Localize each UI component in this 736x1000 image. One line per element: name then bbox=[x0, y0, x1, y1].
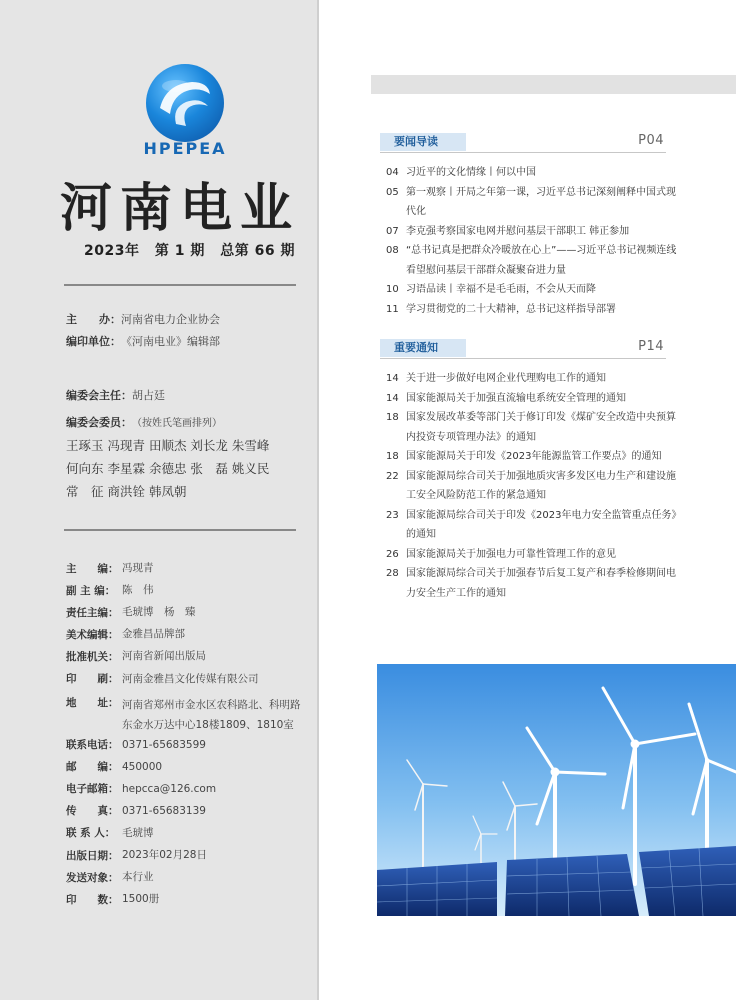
toc-page-num: 07 bbox=[386, 225, 399, 237]
credit-label: 传 真： bbox=[66, 805, 119, 818]
toc-title: 国家能源局关于加强电力可靠性管理工作的意见 bbox=[406, 548, 616, 560]
credit-label: 发送对象： bbox=[66, 871, 119, 884]
toc-item[interactable] bbox=[386, 545, 678, 565]
toc-item[interactable] bbox=[386, 280, 678, 300]
toc-item[interactable] bbox=[386, 222, 678, 242]
credit-row bbox=[66, 756, 302, 778]
wind-turbines-solar-panels-photo bbox=[377, 664, 736, 916]
toc-item[interactable] bbox=[386, 241, 678, 280]
board-director-value: 胡占廷 bbox=[132, 389, 165, 402]
organizer-row bbox=[66, 310, 220, 330]
toc-list bbox=[386, 163, 678, 319]
section-header bbox=[380, 133, 666, 153]
credit-label: 印 数： bbox=[66, 893, 119, 906]
credit-row bbox=[66, 623, 302, 645]
toc-item[interactable] bbox=[386, 389, 678, 409]
toc-title: 国家发展改革委等部门关于修订印发《煤矿安全改造中央预算内投资专项管理办法》的通知 bbox=[406, 412, 676, 443]
credit-row bbox=[66, 822, 302, 844]
credit-label: 批准机关： bbox=[66, 650, 119, 663]
credit-value: 0371-65683599 bbox=[122, 738, 206, 751]
board-members-line: 王琢玉 冯现青 田顺杰 刘长龙 朱雪峰 bbox=[66, 438, 270, 453]
credit-row bbox=[66, 667, 302, 689]
credit-row bbox=[66, 645, 302, 667]
toc-item[interactable] bbox=[386, 369, 678, 389]
toc-title: 国家能源局关于印发《2023年能源监管工作要点》的通知 bbox=[406, 451, 662, 462]
credit-value: 河南省新闻出版局 bbox=[122, 650, 206, 663]
credit-label: 联 系 人： bbox=[66, 827, 116, 840]
toc-item[interactable] bbox=[386, 183, 678, 222]
issue-total: 总第 66 期 bbox=[220, 243, 295, 259]
issue-number: 第 1 期 bbox=[154, 243, 205, 259]
divider bbox=[64, 529, 296, 531]
toc-page-num: 05 bbox=[386, 186, 399, 198]
section-page: P14 bbox=[638, 339, 664, 354]
issue-info bbox=[84, 240, 305, 260]
credit-value: 本行业 bbox=[122, 871, 154, 884]
toc-title: 国家能源局综合司关于印发《2023年电力安全监管重点任务》的通知 bbox=[406, 509, 677, 540]
toc-title: 第一观察丨开局之年第一课，习近平总书记深刻阐释中国式现代化 bbox=[406, 186, 676, 217]
credit-value: 450000 bbox=[122, 760, 163, 773]
board-director-label: 编委会主任： bbox=[66, 389, 132, 402]
toc-title: 习近平的文化情缘丨何以中国 bbox=[406, 167, 536, 178]
credit-value: 陈 伟 bbox=[122, 584, 154, 597]
credit-row bbox=[66, 866, 302, 888]
credit-value: 1500册 bbox=[122, 893, 160, 906]
panel-edge bbox=[317, 0, 319, 1000]
credit-value: hepcca@126.com bbox=[122, 782, 217, 795]
credit-label: 美术编辑： bbox=[66, 628, 119, 641]
section-page: P04 bbox=[638, 133, 664, 148]
credit-label: 联系电话： bbox=[66, 739, 119, 752]
toc-item[interactable] bbox=[386, 506, 678, 545]
toc-title: 国家能源局综合司关于加强地质灾害多发区电力生产和建设施工安全风险防范工作的紧急通知 bbox=[406, 470, 676, 501]
credit-row bbox=[66, 888, 302, 910]
header-bar bbox=[371, 75, 736, 94]
board-members-label: 编委会委员： bbox=[66, 416, 132, 429]
toc-item[interactable] bbox=[386, 467, 678, 506]
toc-page-num: 14 bbox=[386, 392, 399, 404]
issue-year: 2023年 bbox=[84, 243, 140, 259]
toc-title: 习语品读丨幸福不是毛毛雨，不会从天而降 bbox=[406, 284, 596, 295]
toc-title: 国家能源局综合司关于加强春节后复工复产和春季检修期间电力安全生产工作的通知 bbox=[406, 568, 676, 599]
credit-label: 地 址： bbox=[66, 696, 119, 709]
credit-row bbox=[66, 734, 302, 756]
toc-page-num: 26 bbox=[386, 548, 399, 560]
toc-page-num: 18 bbox=[386, 451, 399, 462]
toc-page-num: 28 bbox=[386, 568, 399, 579]
credit-value: 毛琥博 bbox=[122, 826, 154, 839]
credit-row bbox=[66, 557, 302, 579]
credit-value: 金雅昌品牌部 bbox=[122, 628, 185, 641]
section-title: 要闻导读 bbox=[380, 133, 466, 151]
toc-page-num: 22 bbox=[386, 470, 399, 482]
credit-label: 印 刷： bbox=[66, 673, 119, 686]
credit-value: 毛琥博 杨 臻 bbox=[122, 606, 196, 619]
board-members-list bbox=[66, 434, 306, 503]
board-members-line: 常 征 商洪铨 韩凤朝 bbox=[66, 484, 187, 499]
hpepea-logo bbox=[146, 64, 224, 142]
credit-label: 副 主 编： bbox=[66, 584, 116, 597]
board-members-row bbox=[66, 413, 222, 434]
masthead-panel bbox=[0, 0, 317, 1000]
credit-label: 责任主编： bbox=[66, 606, 119, 619]
toc-page-num: 18 bbox=[386, 412, 399, 423]
toc-item[interactable] bbox=[386, 564, 678, 603]
credit-value: 冯现青 bbox=[122, 562, 154, 575]
credit-label: 邮 编： bbox=[66, 761, 119, 774]
credit-label: 主 编： bbox=[66, 562, 119, 575]
toc-list bbox=[386, 369, 678, 603]
magazine-title: 河南电业 bbox=[60, 178, 301, 239]
toc-title: 国家能源局关于加强直流输电系统安全管理的通知 bbox=[406, 392, 626, 404]
organizer-label: 主 办： bbox=[66, 313, 121, 326]
credit-row bbox=[66, 800, 302, 822]
toc-page-num: 04 bbox=[386, 167, 399, 178]
credit-row bbox=[66, 690, 302, 734]
toc-item[interactable] bbox=[386, 408, 678, 447]
toc-page-num: 11 bbox=[386, 303, 399, 315]
divider bbox=[64, 284, 296, 286]
credit-label: 出版日期： bbox=[66, 849, 119, 862]
credit-row bbox=[66, 601, 302, 623]
board-members-line: 何向东 李星霖 余德忠 张 磊 姚义民 bbox=[66, 461, 270, 476]
toc-page-num: 14 bbox=[386, 373, 399, 384]
toc-title: 关于进一步做好电网企业代理购电工作的通知 bbox=[406, 373, 606, 384]
toc-title: “总书记真是把群众冷暖放在心上”——习近平总书记视频连线看望慰问基层干部群众凝聚奋进力量 bbox=[406, 245, 677, 276]
brand-english-name: HPEPEA bbox=[143, 139, 227, 158]
toc-title: 李克强考察国家电网并慰问基层干部职工 韩正参加 bbox=[406, 225, 630, 237]
board-members-note: （按姓氏笔画排列） bbox=[132, 418, 222, 429]
toc-title: 学习贯彻党的二十大精神，总书记这样指导部署 bbox=[406, 303, 616, 315]
credit-row bbox=[66, 778, 302, 800]
editor-unit-label: 编印单位： bbox=[66, 335, 121, 348]
toc-item[interactable] bbox=[386, 300, 678, 320]
credit-value: 0371-65683139 bbox=[122, 804, 206, 817]
credit-value: 河南金雅昌文化传媒有限公司 bbox=[122, 672, 259, 685]
credit-row bbox=[66, 579, 302, 601]
organizer-value: 河南省电力企业协会 bbox=[121, 313, 220, 326]
credit-value: 河南省郑州市金水区农科路北、科明路东金水万达中心18楼1809、1810室 bbox=[122, 698, 301, 731]
toc-page-num: 23 bbox=[386, 509, 399, 521]
toc-item[interactable] bbox=[386, 163, 678, 183]
credit-label: 电子邮箱： bbox=[66, 783, 119, 796]
editor-unit-row bbox=[66, 332, 220, 352]
section-title: 重要通知 bbox=[380, 339, 466, 357]
credit-row bbox=[66, 844, 302, 866]
editor-unit-value: 《河南电业》编辑部 bbox=[121, 335, 220, 348]
toc-page-num: 10 bbox=[386, 284, 399, 295]
toc-page-num: 08 bbox=[386, 245, 399, 256]
credit-value: 2023年02月28日 bbox=[122, 849, 207, 862]
credits-list bbox=[66, 557, 302, 910]
section-header bbox=[380, 339, 666, 359]
toc-item[interactable] bbox=[386, 447, 678, 467]
board-director-row bbox=[66, 386, 165, 406]
